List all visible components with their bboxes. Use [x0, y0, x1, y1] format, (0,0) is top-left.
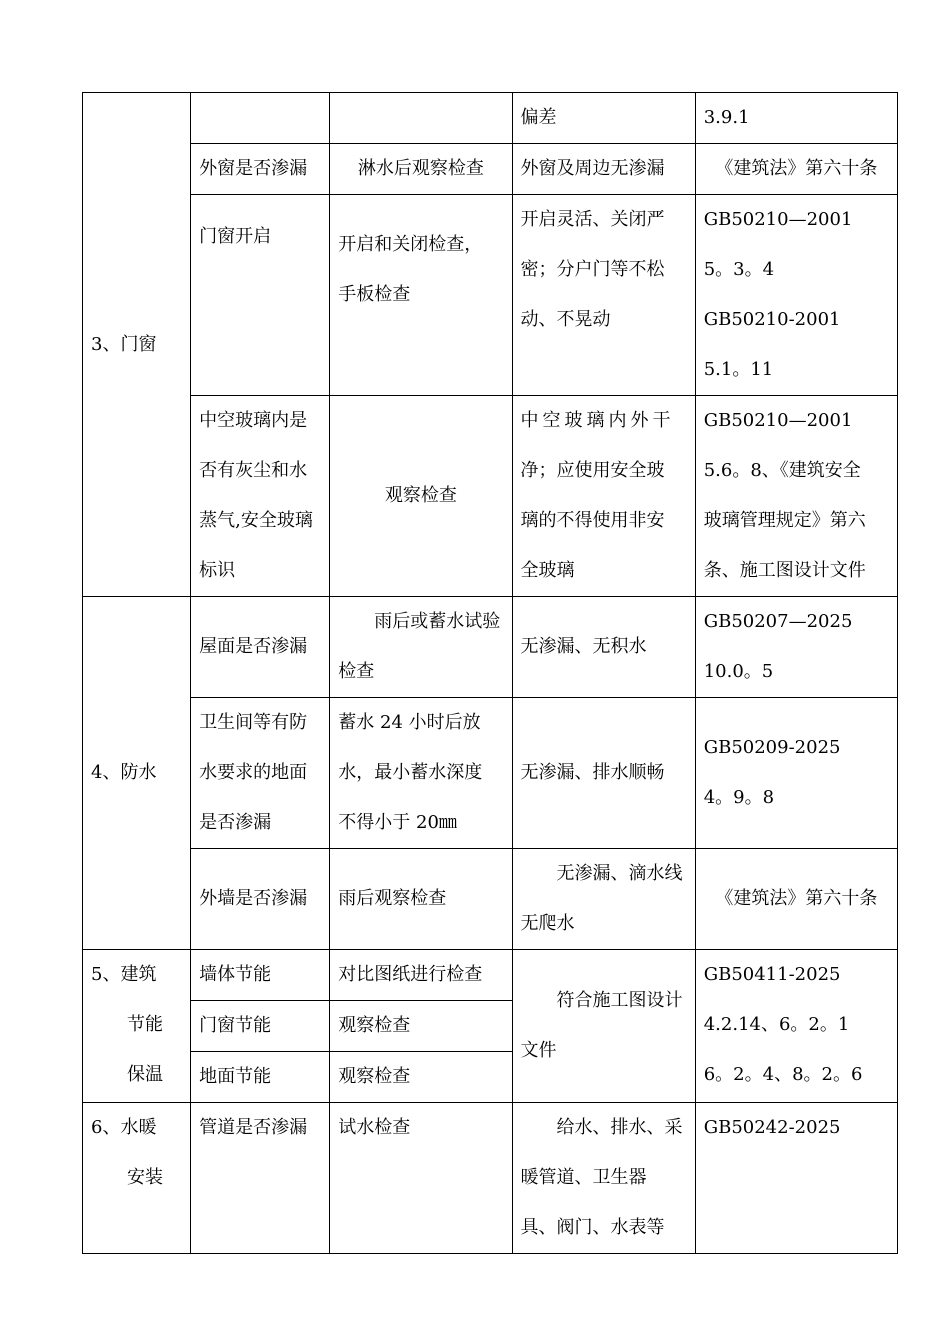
category-label: 安装: [127, 1167, 163, 1188]
basis-text: 4.2.14、6。2。1: [703, 1014, 850, 1035]
basis-cell: [695, 849, 897, 950]
category-cell-plumbing: [83, 1103, 191, 1254]
basis-cell: [695, 950, 897, 1103]
method-text: 不得小于 20㎜: [338, 812, 457, 833]
method-text: 手板检查: [338, 284, 411, 305]
item-cell: [191, 849, 330, 950]
method-text: 蓄水 24 小时后放: [338, 712, 481, 733]
criteria-text: 全玻璃: [520, 560, 575, 581]
method-text: 检查: [338, 661, 375, 682]
basis-text: 《建筑法》第六十条: [715, 888, 878, 909]
item-cell: [191, 93, 330, 144]
basis-cell: [695, 195, 897, 396]
basis-text: GB50210—2001: [703, 410, 853, 431]
table-row: [83, 698, 898, 849]
criteria-text: 给水、排水、采: [556, 1117, 683, 1138]
method-cell: [330, 698, 512, 849]
criteria-text: 具、阀门、水表等: [520, 1217, 665, 1238]
method-text: 淋水后观察检查: [357, 158, 484, 179]
criteria-text: 符合施工图设计: [556, 990, 683, 1011]
category-label: 3、门窗: [91, 333, 157, 355]
item-text: 墙体节能: [199, 964, 272, 985]
criteria-text: 中空玻璃内外干: [520, 410, 675, 431]
basis-text: GB50411-2025: [703, 964, 841, 985]
basis-text: 5。3。4: [703, 259, 775, 280]
method-cell: [330, 597, 512, 698]
basis-cell: [695, 698, 897, 849]
basis-text: 条、施工图设计文件: [703, 560, 866, 581]
item-cell: [191, 144, 330, 195]
criteria-cell: [512, 144, 695, 195]
method-cell: [330, 93, 512, 144]
basis-text: GB50210—2001: [703, 209, 853, 230]
method-text: 观察检查: [338, 1066, 411, 1087]
table-row: [83, 849, 898, 950]
item-cell: [191, 950, 330, 1001]
item-cell: [191, 1103, 330, 1254]
item-text: 外窗是否渗漏: [199, 158, 308, 179]
method-text: 观察检查: [338, 1015, 411, 1036]
table-row: [83, 93, 898, 144]
criteria-text: 暖管道、卫生器: [520, 1167, 647, 1188]
method-text: 观察检查: [384, 485, 457, 506]
item-text: 否有灰尘和水: [199, 460, 308, 481]
item-text: 门窗开启: [199, 226, 272, 247]
criteria-text: 无爬水: [520, 913, 575, 934]
category-cell-waterproofing: [83, 597, 191, 950]
criteria-cell: [512, 1103, 695, 1254]
criteria-text: 无渗漏、排水顺畅: [520, 762, 665, 783]
basis-text: 《建筑法》第六十条: [715, 158, 878, 179]
criteria-text: 密；分户门等不松: [520, 259, 665, 280]
category-label: 6、水暖: [91, 1117, 157, 1138]
basis-cell: [695, 597, 897, 698]
method-cell: [330, 144, 512, 195]
basis-text: 6。2。4、8。2。6: [703, 1064, 863, 1085]
category-label: 节能: [127, 1014, 163, 1035]
basis-text: GB50207—2025: [703, 611, 853, 632]
table-row: [83, 1103, 898, 1254]
table-row: [83, 144, 898, 195]
method-text: 雨后或蓄水试验: [374, 611, 501, 632]
criteria-text: 无渗漏、无积水: [520, 636, 647, 657]
criteria-cell: [512, 597, 695, 698]
item-text: 蒸气,安全玻璃: [199, 510, 313, 531]
criteria-text: 璃的不得使用非安: [520, 510, 665, 531]
table-row: [83, 195, 898, 396]
basis-text: 玻璃管理规定》第六: [703, 510, 866, 531]
basis-text: GB50209-2025: [703, 737, 841, 758]
category-cell-doors-windows: [83, 93, 191, 597]
item-cell: [191, 396, 330, 597]
method-cell: [330, 195, 512, 396]
method-text: 雨后观察检查: [338, 888, 447, 909]
item-cell: [191, 1001, 330, 1052]
criteria-cell: [512, 93, 695, 144]
method-text: 水，最小蓄水深度: [338, 762, 483, 783]
basis-text: 4。9。8: [703, 787, 775, 808]
criteria-text: 外窗及周边无渗漏: [520, 158, 665, 179]
method-cell: [330, 1103, 512, 1254]
item-text: 中空玻璃内是: [199, 410, 308, 431]
item-text: 地面节能: [199, 1066, 272, 1087]
criteria-cell: [512, 698, 695, 849]
item-text: 是否渗漏: [199, 812, 272, 833]
criteria-text: 开启灵活、关闭严: [520, 209, 665, 230]
criteria-cell: [512, 849, 695, 950]
criteria-cell: [512, 950, 695, 1103]
basis-text: GB50242-2025: [703, 1117, 841, 1138]
item-cell: [191, 698, 330, 849]
category-cell-energy-saving: [83, 950, 191, 1103]
criteria-text: 净；应使用安全玻: [520, 460, 665, 481]
method-text: 开启和关闭检查，: [338, 234, 483, 255]
item-text: 门窗节能: [199, 1015, 272, 1036]
method-cell: [330, 396, 512, 597]
inspection-table: [82, 92, 898, 1254]
item-text: 卫生间等有防: [199, 712, 308, 733]
item-cell: [191, 195, 330, 396]
item-text: 屋面是否渗漏: [199, 636, 308, 657]
criteria-text: 偏差: [520, 107, 557, 128]
item-text: 水要求的地面: [199, 762, 308, 783]
item-cell: [191, 1052, 330, 1103]
category-label: 5、建筑: [91, 964, 157, 985]
method-cell: [330, 849, 512, 950]
table-row: [83, 950, 898, 1001]
table-row: [83, 396, 898, 597]
item-text: 标识: [199, 560, 236, 581]
method-text: 试水检查: [338, 1117, 411, 1138]
method-cell: [330, 1052, 512, 1103]
item-cell: [191, 597, 330, 698]
basis-cell: [695, 93, 897, 144]
criteria-text: 文件: [520, 1040, 557, 1061]
basis-text: GB50210-2001: [703, 309, 841, 330]
criteria-text: 动、不晃动: [520, 309, 611, 330]
category-label: 保温: [127, 1064, 163, 1085]
table-row: [83, 597, 898, 698]
criteria-cell: [512, 396, 695, 597]
criteria-text: 无渗漏、滴水线: [556, 863, 683, 884]
item-text: 外墙是否渗漏: [199, 888, 308, 909]
basis-text: 3.9.1: [703, 107, 750, 128]
basis-cell: [695, 1103, 897, 1254]
basis-text: 10.0。5: [703, 661, 774, 682]
basis-text: 5.1。11: [703, 359, 774, 380]
item-text: 管道是否渗漏: [199, 1117, 308, 1138]
method-cell: [330, 1001, 512, 1052]
inspection-table-page: [82, 92, 898, 1254]
criteria-cell: [512, 195, 695, 396]
basis-cell: [695, 144, 897, 195]
basis-text: 5.6。8、《建筑安全: [703, 460, 861, 481]
method-text: 对比图纸进行检查: [338, 964, 483, 985]
basis-cell: [695, 396, 897, 597]
category-label: 4、防水: [91, 762, 157, 783]
method-cell: [330, 950, 512, 1001]
